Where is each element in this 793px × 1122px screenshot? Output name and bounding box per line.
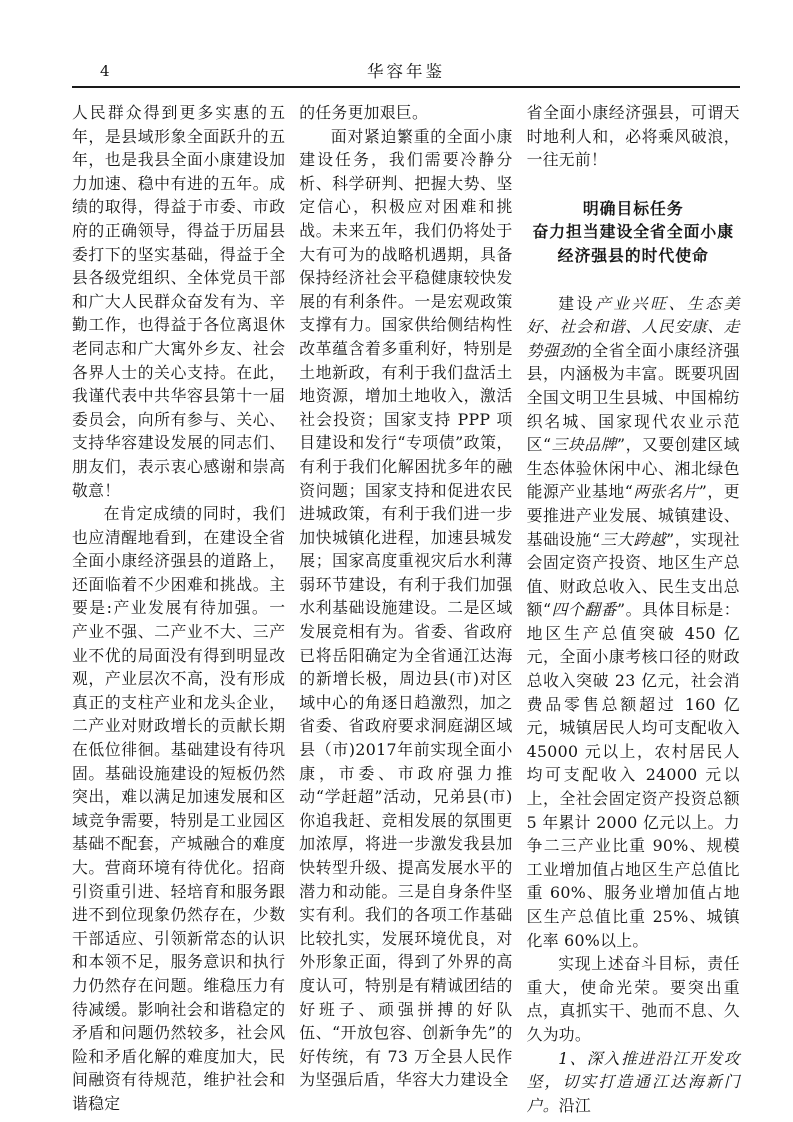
section-heading-line: 经济强县的时代使命	[557, 245, 709, 265]
text-column-2	[299, 101, 512, 1117]
section-heading	[527, 197, 740, 268]
text-columns	[72, 101, 740, 1117]
section-heading-line: 明确目标任务	[582, 198, 684, 218]
text-run: 的全省全面小康经济强县，内涵极为丰富。既要巩固全国文明卫生县城、中国棉纺织名城、国家现代农业示范区“	[526, 340, 740, 455]
page-title: 华容年鉴	[367, 62, 445, 81]
page-number: 4	[100, 62, 110, 80]
text-run: 人民群众得到更多实惠的五年，是县域形象全面跃升的五年，也是我县全面小康建设加力加速、稳中有进的五年。成绩的取得，得益于市委、市政府的正确领导，得益于历届县委打下的坚实基础，得益于全县各级党组织、全体党员干部和广大人民群众奋发有为、辛勤工作，也得益于各位离退休老同志和广大寓外乡友、社会各界人士的关心支持。在此，我谨代表中共华容县第十一届委员会，向所有参与、关心、支持华容建设发展的同志们、朋友们，表示衷心感谢和崇高敬意！	[72, 103, 286, 500]
text-run: 省全面小康经济强县，可谓天时地利人和，必将乘风破浪，一往无前！	[526, 103, 740, 170]
text-run: ”，更要推进产业发展、城镇建设、基础设施“	[526, 482, 740, 549]
emphasis-run: 四个翻番	[551, 600, 618, 620]
paragraph	[299, 125, 512, 1092]
text-run: 面对紧迫繁重的全面小康建设任务，我们需要冷静分析、科学研判、把握大势、坚定信心，积极应对困难和挑战。未来五年，我们仍将处于大有可为的战略机遇期，具备保持经济社会平稳健康较快发展的有利条件。一是宏观政策支撑有力。国家供给侧结构性改革蕴含着多重利好，特别是土地新政，有利于我们盘活土地资源，增加土地收入，激活社会投资；国家支持 PPP 项目建设和发行“专项债”政策，有利于我们化解困扰多年的融资问题；国家支持和促进农民进城政策，有利于我们进一步加快城镇化进程，加速县城发展；国家高度重视灾后水利薄弱环节建设，有利于我们加强水利基础设施建设。二是区域发展竞相有为。省委、省政府已将岳阳确定为全省通江达海的新增长极，周边县(市)对区域中心的角逐日趋激烈，加之省委、省政府要求洞庭湖区域县（市)2017年前实现全面小康，市委、市政府强力推动“学赶超”活动，兄弟县(市)你追我赶、竞相发展的氛围更加浓厚，将进一步激发我县加快转型升级、提高发展水平的潜力和动能。三是自身条件坚实有利。我们的各项工作基础比较扎实，发展环境优良，对外形象正面，得到了外界的高度认可，特别是有精诚团结的好班子、顽强拼搏的好队伍、“开放包容、创新争先”的好传统，有 73 万全县人民作为坚强后盾，华容大力建设全	[299, 126, 513, 1090]
text-run: 沿江	[558, 1095, 591, 1115]
paragraph	[72, 101, 285, 502]
emphasis-run: 产业兴旺、生态美好、社会和谐、人民安康、走势强劲	[526, 293, 740, 360]
page-content	[72, 52, 740, 1117]
paragraph	[72, 502, 285, 1115]
emphasis-run: 三块品牌	[551, 435, 618, 455]
text-run: ”，实现社会固定资产投资、地区生产总值、财政总收入、民生支出总额“	[526, 529, 740, 620]
text-run: ”。具体目标是：地区生产总值突破 450 亿元，全面小康考核口径的财政总收入突破 23 亿元，社会消费品零售总额超过 160 亿元，城镇居民人均可支配收入 45000 元以上，农村居民人均可支配收入 24000 元以上，全社会固定资产投资总额 5 年累计 2000 亿元以上。力争二三产业比重 90%、规模工业增加值占地区生产总值比重 60%、服务业增加值占地区生产总值比重 25%、城镇化率 60%以上。	[526, 600, 740, 950]
section-heading-line: 奋力担当建设全省全面小康	[532, 222, 735, 242]
text-run: 的任务更加艰巨。	[299, 103, 429, 122]
paragraph	[527, 101, 740, 172]
emphasis-run: 两张名片	[633, 482, 699, 502]
text-run: 建设	[558, 293, 595, 313]
running-head	[72, 52, 740, 86]
paragraph	[527, 952, 740, 1046]
text-column-3	[527, 101, 740, 1117]
emphasis-run: 1、深入推进沿江开发攻坚，切实打造通江达海新门户。	[526, 1048, 740, 1115]
text-run: 实现上述奋斗目标，责任重大，使命光荣。要突出重点，真抓实干、弛而不息、久久为功。	[526, 954, 740, 1044]
text-column-1	[72, 101, 285, 1117]
emphasis-run: 三大跨越	[600, 529, 667, 549]
paragraph	[299, 101, 512, 125]
header-rule	[72, 86, 740, 88]
text-run: ”，又要创建区域生态体验休闲中心、湘北绿色能源产业基地“	[526, 435, 740, 502]
text-run: 在肯定成绩的同时，我们也应清醒地看到，在建设全省全面小康经济强县的道路上，还面临着不少困难和挑战。主要是:产业发展有待加强。一产业不强、二产业不大、三产业不优的局面没有得到明显改观，产业层次不高，没有形成真正的支柱产业和龙头企业，二产业对财政增长的贡献长期在低位徘徊。基础建设有待巩固。基础设施建设的短板仍然突出，难以满足加速发展和区域竞争需要，特别是工业园区基础不配套，产城融合的难度大。营商环境有待优化。招商引资重引进、轻培育和服务跟进不到位现象仍然存在，少数干部适应、引领新常态的认识和本领不足，服务意识和执行力仍然存在问题。维稳压力有待减缓。影响社会和谐稳定的矛盾和问题仍然较多，社会风险和矛盾化解的难度加大，民间融资有待规范，维护社会和谐稳定	[72, 504, 286, 1113]
paragraph	[527, 1047, 740, 1118]
paragraph	[527, 292, 740, 953]
